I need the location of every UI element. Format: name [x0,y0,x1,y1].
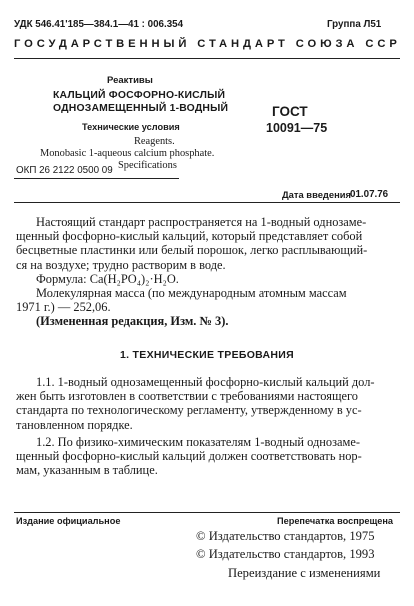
category-label: Реактивы [107,75,153,86]
udk-code: УДК 546.41'185—384.1—41 : 006.354 [14,19,184,30]
clause-1-2 [16,435,398,478]
clause-line: щенный фосфорно-кислый кальций должен соответствовать нор- [16,449,362,464]
intro-line: ся на воздухе; трудно растворим в воде. [16,257,226,272]
intro-date-rule [14,202,400,203]
copyright-1993: © Издательство стандартов, 1993 [196,547,375,561]
intro-line: щенный фосфорно-кислый кальций, который представляет собой [16,229,363,244]
okp-code: ОКП 26 2122 0500 09 [16,165,113,176]
official-edition: Издание официальное [16,516,121,526]
clause-line: 1.1. 1-водный однозамещенный фосфорно-кислый кальций дол- [36,375,375,389]
english-title-line1: Reagents. [134,136,175,147]
clause-1-1 [16,375,398,432]
gost-label: ГОСТ [272,104,308,119]
english-title-line2: Monobasic 1-aqueous calcium phosphate. [40,148,215,159]
formula: Формула: Ca(H₂PO₄)₂·H₂O. [36,271,179,286]
footer-rule [14,512,400,513]
clause-line: 1.2. По физико-химическим показателям 1-водный однозаме- [36,435,360,449]
english-title-line3: Specifications [118,160,177,171]
clause-line: стандарта по технологическому регламенту, утвержденному в ус- [16,403,362,418]
molecular-mass-line: Молекулярная масса (по международным атомным массам [36,286,347,301]
clause-line: жен быть изготовлен в соответствии с требованиями настоящего [16,389,358,404]
reissue-note: Переиздание с изменениями [228,566,381,580]
intro-line: Настоящий стандарт распространяется на 1-водный однозаме- [36,215,367,229]
gost-number: 10091—75 [266,121,328,135]
reprint-notice: Перепечатка воспрещена [277,516,393,526]
intro-line: бесцветные пластинки или белый порошок, легко расплывающий- [16,243,368,258]
molecular-mass-value: 1971 г.) — 252,06. [16,300,111,315]
copyright-1975: © Издательство стандартов, 1975 [196,529,375,543]
intro-paragraph [16,215,398,329]
title-line2: ОДНОЗАМЕЩЕННЫЙ 1-ВОДНЫЙ [53,103,229,114]
title-rule [14,178,179,179]
header-rule [14,58,400,59]
title-line1: КАЛЬЦИЙ ФОСФОРНО-КИСЛЫЙ [53,90,226,101]
clause-line: мам, указанным в таблице. [16,463,158,478]
group-code: Группа Л51 [327,19,382,30]
section-heading: 1. ТЕХНИЧЕСКИЕ ТРЕБОВАНИЯ [119,349,295,361]
org-title: ГОСУДАРСТВЕННЫЙ СТАНДАРТ СОЮЗА ССР [14,38,401,50]
revision-note: (Измененная редакция, Изм. № 3). [36,314,229,329]
subtitle: Технические условия [82,122,180,132]
intro-date-value: 01.07.76 [350,189,389,200]
intro-date-label: Дата введения [282,189,351,200]
clause-line: тановленном порядке. [16,417,133,432]
